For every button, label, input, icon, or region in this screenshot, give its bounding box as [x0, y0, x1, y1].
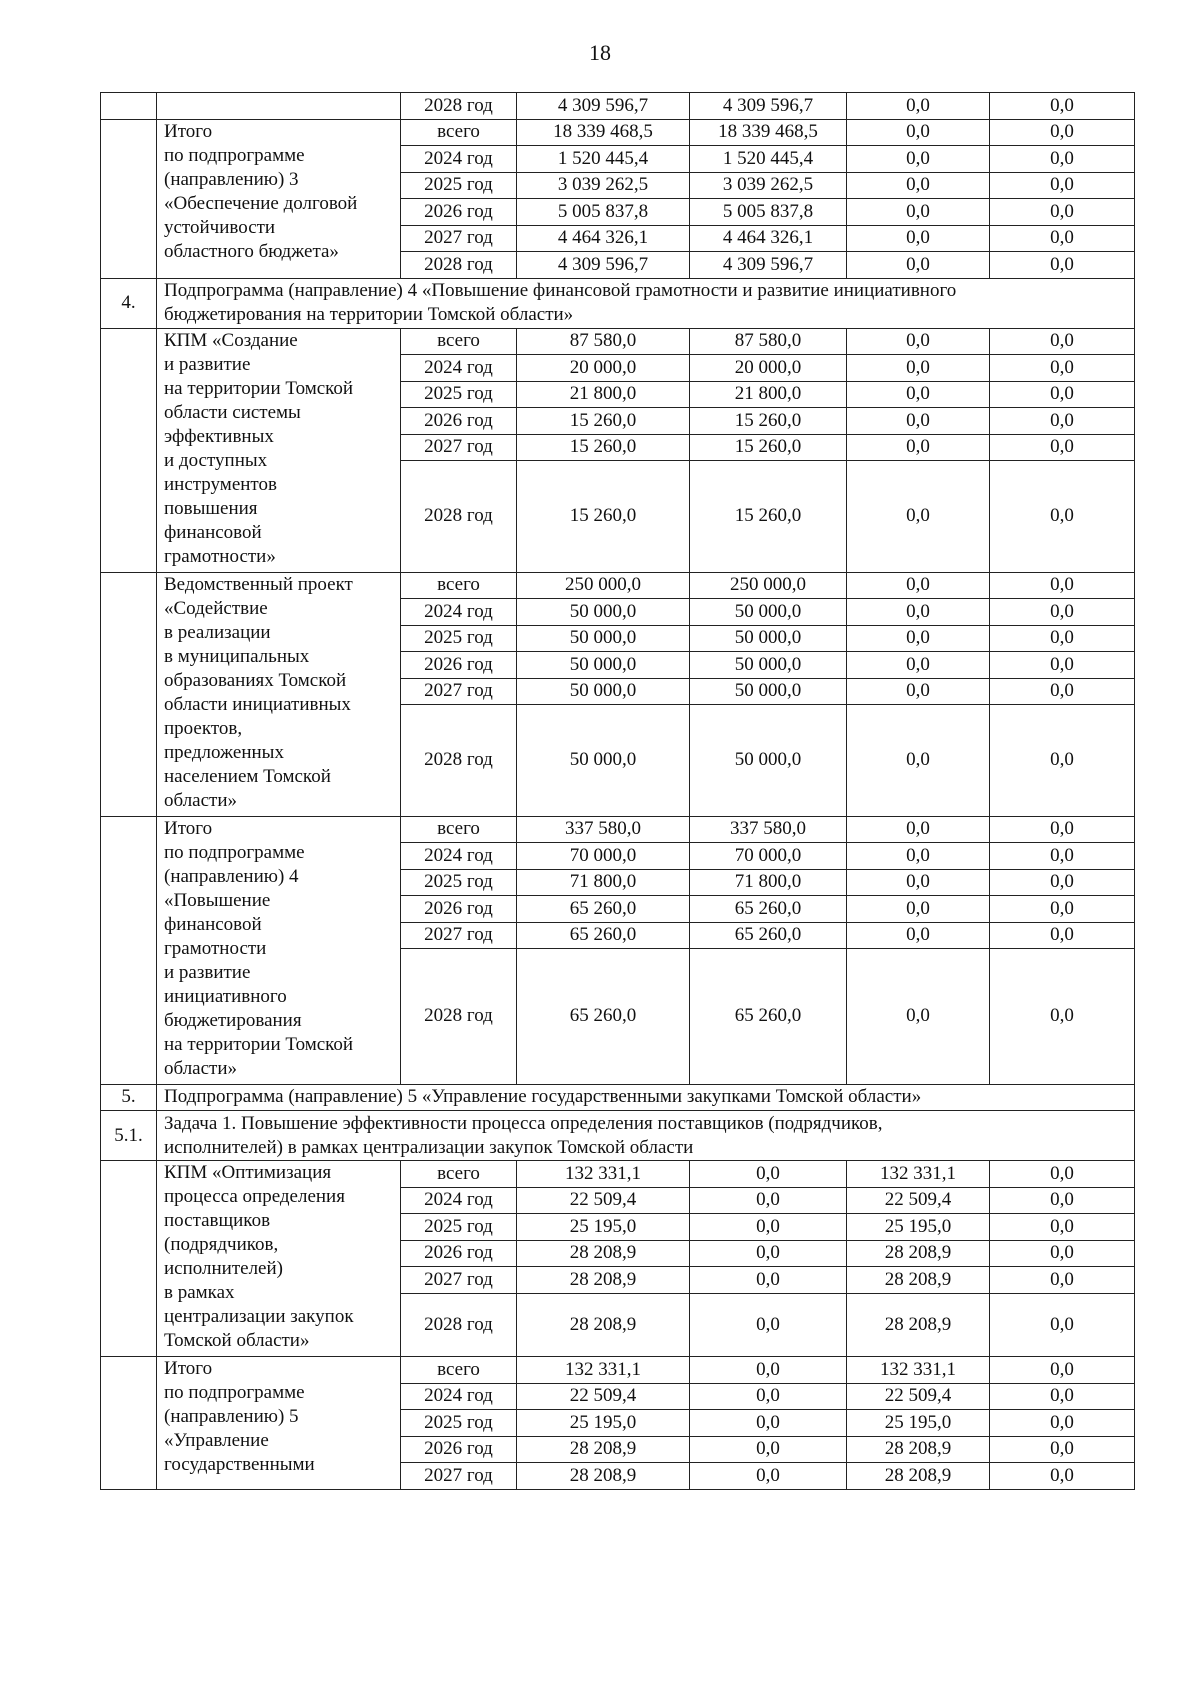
year-cell: 2026 год	[401, 1436, 517, 1463]
value-cell: 18 339 468,5	[690, 119, 847, 146]
value-cell: 5 005 837,8	[517, 199, 690, 226]
value-cell: 0,0	[690, 1161, 847, 1188]
value-cell: 71 800,0	[517, 869, 690, 896]
value-cell: 28 208,9	[517, 1463, 690, 1490]
year-cell: 2026 год	[401, 408, 517, 435]
number-cell	[101, 1161, 157, 1357]
value-cell: 4 464 326,1	[690, 225, 847, 252]
value-cell: 0,0	[990, 1410, 1135, 1437]
value-cell: 70 000,0	[517, 843, 690, 870]
value-cell: 15 260,0	[690, 408, 847, 435]
program-name: Ведомственный проект «Содействие в реализации в муниципальных образованиях Томской области инициативных проектов, предложенных населением Томской области»	[157, 572, 401, 816]
value-cell: 50 000,0	[517, 625, 690, 652]
program-name: Итого по подпрограмме (направлению) 4 «Повышение финансовой грамотности и развитие инициативного бюджетирования на территории Томской области»	[157, 816, 401, 1084]
value-cell: 0,0	[847, 922, 990, 949]
value-cell: 0,0	[690, 1240, 847, 1267]
value-cell: 22 509,4	[847, 1383, 990, 1410]
value-cell: 0,0	[847, 843, 990, 870]
value-cell: 0,0	[990, 172, 1135, 199]
value-cell: 0,0	[990, 381, 1135, 408]
value-cell: 87 580,0	[517, 328, 690, 355]
value-cell: 65 260,0	[517, 896, 690, 923]
number-cell	[101, 119, 157, 278]
value-cell: 4 464 326,1	[517, 225, 690, 252]
section-title: Подпрограмма (направление) 4 «Повышение финансовой грамотности и развитие инициативного бюджетирования на территории Томской области»	[157, 278, 1135, 328]
value-cell: 0,0	[990, 869, 1135, 896]
value-cell: 25 195,0	[847, 1214, 990, 1241]
year-cell: всего	[401, 572, 517, 599]
value-cell: 0,0	[847, 599, 990, 626]
value-cell: 0,0	[847, 355, 990, 382]
year-cell: 2025 год	[401, 172, 517, 199]
section-row	[101, 1111, 1135, 1161]
value-cell: 4 309 596,7	[517, 252, 690, 279]
year-cell: 2024 год	[401, 146, 517, 173]
program-name: КПМ «Создание и развитие на территории Томской области системы эффективных и доступных инструментов повышения финансовой грамотности»	[157, 328, 401, 572]
table-row	[101, 816, 1135, 843]
value-cell: 0,0	[990, 705, 1135, 817]
value-cell: 50 000,0	[517, 678, 690, 705]
value-cell: 0,0	[990, 1161, 1135, 1188]
value-cell: 0,0	[990, 355, 1135, 382]
value-cell: 0,0	[990, 252, 1135, 279]
value-cell: 0,0	[690, 1436, 847, 1463]
value-cell: 250 000,0	[517, 572, 690, 599]
page-number: 18	[589, 40, 611, 65]
year-cell: всего	[401, 328, 517, 355]
value-cell: 25 195,0	[517, 1214, 690, 1241]
year-cell: 2024 год	[401, 355, 517, 382]
value-cell: 70 000,0	[690, 843, 847, 870]
value-cell: 28 208,9	[847, 1267, 990, 1294]
value-cell: 0,0	[990, 652, 1135, 679]
value-cell: 0,0	[990, 625, 1135, 652]
value-cell: 0,0	[847, 408, 990, 435]
value-cell: 0,0	[690, 1410, 847, 1437]
year-cell: 2026 год	[401, 199, 517, 226]
value-cell: 28 208,9	[847, 1293, 990, 1357]
value-cell: 0,0	[990, 1240, 1135, 1267]
value-cell: 0,0	[847, 119, 990, 146]
value-cell: 250 000,0	[690, 572, 847, 599]
value-cell: 50 000,0	[690, 599, 847, 626]
value-cell: 337 580,0	[517, 816, 690, 843]
section-number: 5.	[101, 1084, 157, 1111]
value-cell: 21 800,0	[690, 381, 847, 408]
value-cell: 0,0	[990, 949, 1135, 1085]
year-cell: 2027 год	[401, 1267, 517, 1294]
value-cell: 0,0	[990, 1463, 1135, 1490]
value-cell: 0,0	[847, 705, 990, 817]
year-cell: 2024 год	[401, 843, 517, 870]
value-cell: 0,0	[990, 572, 1135, 599]
value-cell: 20 000,0	[517, 355, 690, 382]
value-cell: 15 260,0	[690, 461, 847, 573]
year-cell: 2024 год	[401, 1187, 517, 1214]
value-cell: 1 520 445,4	[690, 146, 847, 173]
year-cell: всего	[401, 816, 517, 843]
year-cell: 2027 год	[401, 225, 517, 252]
value-cell: 0,0	[847, 225, 990, 252]
value-cell: 0,0	[990, 434, 1135, 461]
year-cell: 2025 год	[401, 869, 517, 896]
year-cell: всего	[401, 1161, 517, 1188]
year-cell: 2025 год	[401, 1410, 517, 1437]
value-cell: 0,0	[990, 843, 1135, 870]
value-cell: 0,0	[990, 816, 1135, 843]
value-cell: 0,0	[847, 328, 990, 355]
value-cell: 0,0	[847, 461, 990, 573]
value-cell: 0,0	[847, 93, 990, 120]
value-cell: 0,0	[990, 599, 1135, 626]
table-row	[101, 93, 1135, 120]
year-cell: 2025 год	[401, 1214, 517, 1241]
value-cell: 4 309 596,7	[690, 252, 847, 279]
value-cell: 21 800,0	[517, 381, 690, 408]
value-cell: 0,0	[847, 572, 990, 599]
value-cell: 0,0	[990, 1357, 1135, 1384]
value-cell: 50 000,0	[517, 652, 690, 679]
number-cell	[101, 1357, 157, 1490]
program-name: Итого по подпрограмме (направлению) 3 «Обеспечение долговой устойчивости областного бюджета»	[157, 119, 401, 278]
value-cell: 28 208,9	[517, 1293, 690, 1357]
value-cell: 0,0	[847, 652, 990, 679]
value-cell: 0,0	[847, 678, 990, 705]
value-cell: 0,0	[690, 1187, 847, 1214]
year-cell: 2028 год	[401, 1293, 517, 1357]
value-cell: 71 800,0	[690, 869, 847, 896]
value-cell: 25 195,0	[517, 1410, 690, 1437]
section-number: 5.1.	[101, 1111, 157, 1161]
value-cell: 0,0	[990, 1214, 1135, 1241]
number-cell	[101, 816, 157, 1084]
value-cell: 132 331,1	[847, 1357, 990, 1384]
value-cell: 3 039 262,5	[690, 172, 847, 199]
value-cell: 0,0	[847, 146, 990, 173]
value-cell: 28 208,9	[847, 1436, 990, 1463]
value-cell: 0,0	[690, 1463, 847, 1490]
value-cell: 65 260,0	[517, 949, 690, 1085]
year-cell: 2026 год	[401, 896, 517, 923]
year-cell: 2028 год	[401, 949, 517, 1085]
name-cell	[157, 93, 401, 120]
value-cell: 0,0	[990, 461, 1135, 573]
value-cell: 50 000,0	[690, 625, 847, 652]
value-cell: 0,0	[847, 625, 990, 652]
section-title: Задача 1. Повышение эффективности процесса определения поставщиков (подрядчиков, исполнителей) в рамках централизации закупок Томской области	[157, 1111, 1135, 1161]
program-name: Итого по подпрограмме (направлению) 5 «Управление государственными	[157, 1357, 401, 1490]
value-cell: 22 509,4	[517, 1383, 690, 1410]
value-cell: 132 331,1	[847, 1161, 990, 1188]
year-cell: 2026 год	[401, 652, 517, 679]
value-cell: 0,0	[990, 922, 1135, 949]
table-row	[101, 119, 1135, 146]
number-cell	[101, 572, 157, 816]
value-cell: 65 260,0	[690, 896, 847, 923]
value-cell: 25 195,0	[847, 1410, 990, 1437]
table-row	[101, 328, 1135, 355]
section-row	[101, 278, 1135, 328]
table-row	[101, 1161, 1135, 1188]
number-cell	[101, 328, 157, 572]
value-cell: 0,0	[690, 1383, 847, 1410]
year-cell: 2028 год	[401, 705, 517, 817]
year-cell: 2024 год	[401, 1383, 517, 1410]
section-row	[101, 1084, 1135, 1111]
value-cell: 18 339 468,5	[517, 119, 690, 146]
value-cell: 0,0	[990, 146, 1135, 173]
value-cell: 0,0	[990, 328, 1135, 355]
year-cell: 2027 год	[401, 678, 517, 705]
value-cell: 5 005 837,8	[690, 199, 847, 226]
section-number: 4.	[101, 278, 157, 328]
value-cell: 0,0	[690, 1267, 847, 1294]
table-row	[101, 1357, 1135, 1384]
value-cell: 28 208,9	[847, 1240, 990, 1267]
value-cell: 132 331,1	[517, 1357, 690, 1384]
value-cell: 0,0	[990, 199, 1135, 226]
year-cell: 2024 год	[401, 599, 517, 626]
value-cell: 87 580,0	[690, 328, 847, 355]
value-cell: 0,0	[990, 119, 1135, 146]
value-cell: 22 509,4	[847, 1187, 990, 1214]
program-name: КПМ «Оптимизация процесса определения поставщиков (подрядчиков, исполнителей) в рамках централизации закупок Томской области»	[157, 1161, 401, 1357]
value-cell: 0,0	[847, 381, 990, 408]
value-cell: 4 309 596,7	[690, 93, 847, 120]
value-cell: 22 509,4	[517, 1187, 690, 1214]
value-cell: 0,0	[847, 199, 990, 226]
value-cell: 0,0	[990, 1436, 1135, 1463]
value-cell: 0,0	[990, 1187, 1135, 1214]
value-cell: 0,0	[847, 816, 990, 843]
value-cell: 15 260,0	[690, 434, 847, 461]
value-cell: 0,0	[990, 1293, 1135, 1357]
year-cell: 2028 год	[401, 93, 517, 120]
value-cell: 0,0	[990, 93, 1135, 120]
value-cell: 28 208,9	[517, 1240, 690, 1267]
value-cell: 50 000,0	[517, 599, 690, 626]
value-cell: 1 520 445,4	[517, 146, 690, 173]
table-row	[101, 572, 1135, 599]
value-cell: 50 000,0	[690, 652, 847, 679]
year-cell: 2025 год	[401, 381, 517, 408]
value-cell: 132 331,1	[517, 1161, 690, 1188]
value-cell: 3 039 262,5	[517, 172, 690, 199]
value-cell: 15 260,0	[517, 461, 690, 573]
value-cell: 0,0	[847, 949, 990, 1085]
value-cell: 65 260,0	[690, 949, 847, 1085]
value-cell: 0,0	[847, 252, 990, 279]
year-cell: 2028 год	[401, 461, 517, 573]
year-cell: 2027 год	[401, 434, 517, 461]
value-cell: 0,0	[847, 896, 990, 923]
value-cell: 0,0	[990, 678, 1135, 705]
value-cell: 50 000,0	[517, 705, 690, 817]
value-cell: 0,0	[847, 869, 990, 896]
year-cell: 2025 год	[401, 625, 517, 652]
value-cell: 28 208,9	[847, 1463, 990, 1490]
value-cell: 65 260,0	[517, 922, 690, 949]
value-cell: 15 260,0	[517, 434, 690, 461]
number-cell	[101, 93, 157, 120]
value-cell: 28 208,9	[517, 1436, 690, 1463]
value-cell: 0,0	[990, 1267, 1135, 1294]
value-cell: 4 309 596,7	[517, 93, 690, 120]
value-cell: 0,0	[990, 896, 1135, 923]
value-cell: 0,0	[690, 1293, 847, 1357]
value-cell: 50 000,0	[690, 678, 847, 705]
year-cell: 2027 год	[401, 922, 517, 949]
year-cell: всего	[401, 119, 517, 146]
value-cell: 65 260,0	[690, 922, 847, 949]
value-cell: 0,0	[847, 172, 990, 199]
section-title: Подпрограмма (направление) 5 «Управление государственными закупками Томской области»	[157, 1084, 1135, 1111]
value-cell: 337 580,0	[690, 816, 847, 843]
value-cell: 28 208,9	[517, 1267, 690, 1294]
value-cell: 0,0	[690, 1357, 847, 1384]
year-cell: 2026 год	[401, 1240, 517, 1267]
value-cell: 0,0	[990, 1383, 1135, 1410]
year-cell: всего	[401, 1357, 517, 1384]
value-cell: 0,0	[847, 434, 990, 461]
value-cell: 20 000,0	[690, 355, 847, 382]
year-cell: 2027 год	[401, 1463, 517, 1490]
value-cell: 15 260,0	[517, 408, 690, 435]
budget-table	[100, 92, 1135, 1490]
value-cell: 0,0	[990, 408, 1135, 435]
value-cell: 0,0	[990, 225, 1135, 252]
year-cell: 2028 год	[401, 252, 517, 279]
value-cell: 50 000,0	[690, 705, 847, 817]
value-cell: 0,0	[690, 1214, 847, 1241]
